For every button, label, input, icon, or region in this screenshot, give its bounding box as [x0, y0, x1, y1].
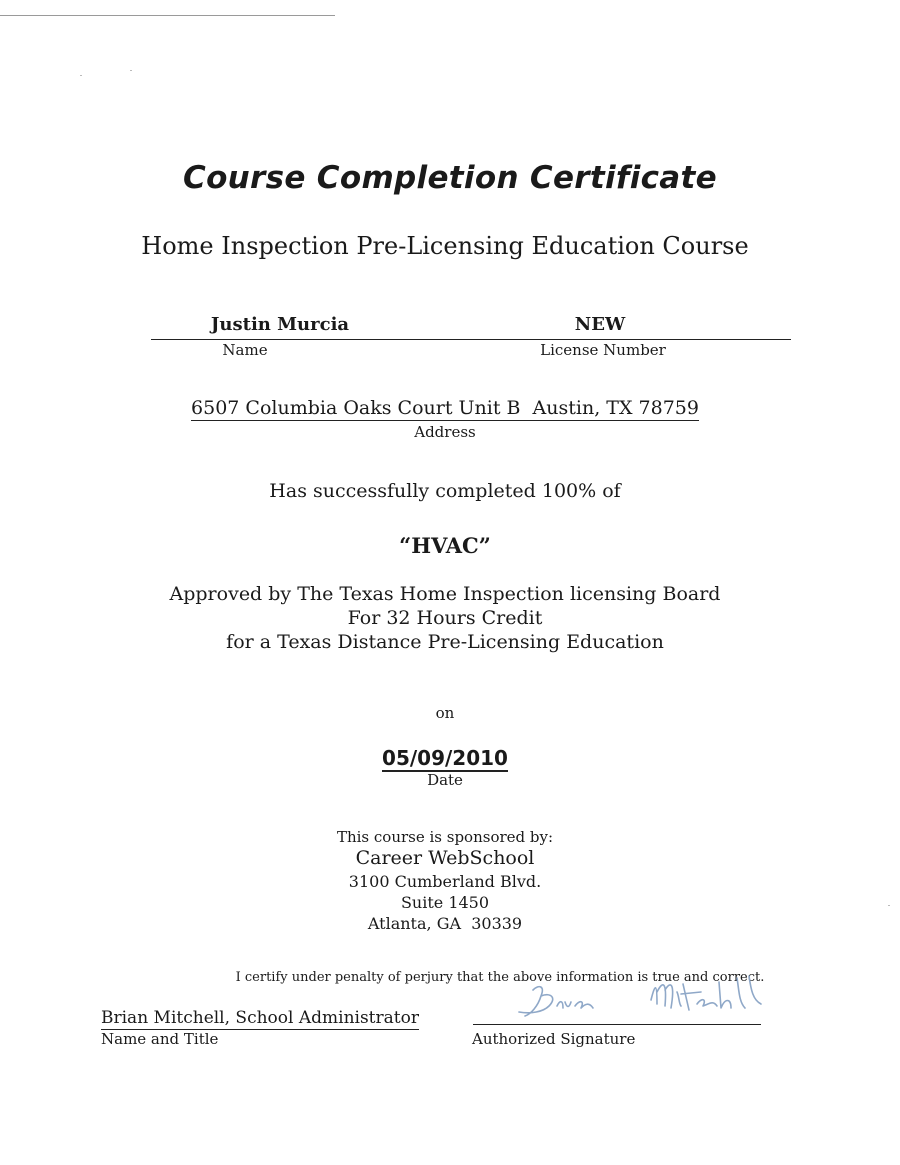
course-subtitle: Home Inspection Pre-Licensing Education Course [141, 232, 749, 260]
sponsor-name: Career WebSchool [355, 847, 535, 869]
sponsor-address [0, 871, 890, 934]
address-caption: Address [414, 423, 476, 441]
approval-block [0, 582, 890, 654]
sponsor-address-line: Suite 1450 [400, 893, 490, 912]
sponsor-address-line: Atlanta, GA 30339 [367, 914, 523, 933]
scan-artifact-line [0, 15, 335, 16]
approval-line: for a Texas Distance Pre-Licensing Education [226, 631, 664, 653]
approval-line: For 32 Hours Credit [347, 607, 543, 629]
completion-date [0, 746, 890, 770]
signature-caption: Authorized Signature [472, 1030, 636, 1048]
administrator-name-title: Brian Mitchell, School Administrator [101, 1008, 419, 1028]
name-title-caption: Name and Title [101, 1030, 219, 1048]
student-address-text: 6507 Columbia Oaks Court Unit B Austin, TX 78759 [191, 397, 699, 419]
on-label: on [435, 704, 455, 722]
approval-line: Approved by The Texas Home Inspection licensing Board [169, 583, 721, 605]
course-name: “HVAC” [399, 533, 491, 558]
scan-speck [80, 75, 82, 76]
sponsor-address-line: 3100 Cumberland Blvd. [348, 872, 542, 891]
sponsor-label: This course is sponsored by: [336, 828, 554, 846]
student-name: Justin Murcia [210, 314, 350, 335]
certify-statement: I certify under penalty of perjury that the above information is true and correct. [235, 970, 765, 985]
signature-line [473, 1024, 761, 1025]
handwritten-signature [505, 970, 775, 1030]
student-address [0, 397, 890, 419]
completion-date-text: 05/09/2010 [382, 746, 508, 770]
date-caption: Date [427, 771, 463, 789]
completion-text: Has successfully completed 100% of [269, 480, 621, 502]
license-number: NEW [574, 314, 626, 335]
name-caption: Name [222, 341, 268, 359]
scan-speck [130, 70, 132, 71]
license-caption: License Number [540, 341, 666, 359]
name-license-rule [151, 339, 791, 340]
certificate-title: Course Completion Certificate [183, 160, 717, 196]
